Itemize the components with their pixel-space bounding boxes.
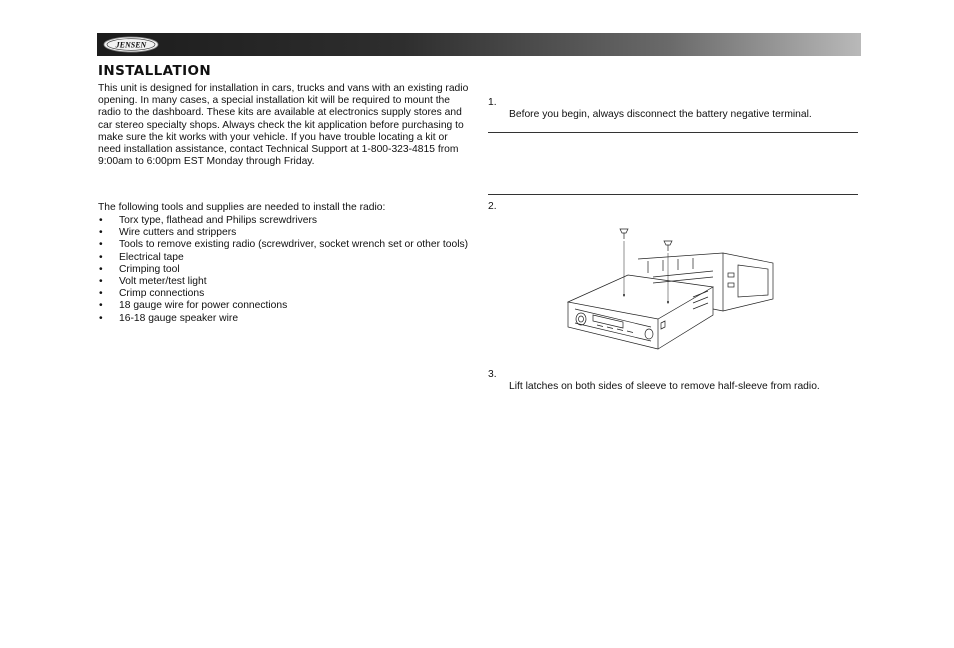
step-2-number: 2. (488, 201, 497, 212)
bullet-icon: • (99, 312, 103, 324)
list-item (98, 313, 470, 325)
list-item-text: Tools to remove existing radio (screwdriver, socket wrench set or other tools) (119, 239, 469, 251)
list-item (98, 215, 470, 227)
list-item-text: Crimping tool (119, 263, 180, 275)
page-title: INSTALLATION (98, 63, 212, 79)
bullet-icon: • (99, 251, 103, 263)
list-item-text: 18 gauge wire for power connections (119, 300, 288, 312)
bullet-icon: • (99, 239, 103, 251)
step-1-text: Before you begin, always disconnect the battery negative terminal. (509, 109, 812, 120)
list-item (98, 288, 470, 300)
list-item-text: 16-18 gauge speaker wire (119, 312, 239, 324)
bullet-icon: • (99, 288, 103, 300)
list-item-text: Wire cutters and strippers (119, 227, 237, 239)
tools-intro: The following tools and supplies are needed to install the radio: (98, 202, 386, 213)
list-item (98, 252, 470, 264)
radio-sleeve-illustration (553, 227, 778, 357)
brand-logo-text: JENSEN (115, 40, 147, 50)
header-bar (97, 33, 861, 56)
bullet-icon: • (99, 227, 103, 239)
step-1-number: 1. (488, 97, 497, 108)
intro-paragraph: This unit is designed for installation in cars, trucks and vans with an existing radio opening. In many cases, a special installation kit will be required to mount the radio to the dashboard. These kits are available at electronics supply stores and car stereo specialty shops. Always check the kit application before purchasing to make sure the kit works with your vehicle. If you have trouble locating a kit or need installation assistance, contact Technical Support at 1-800-323-4815 from 9:00am to 6:00pm EST Monday through Friday. (98, 83, 469, 168)
step-3-text: Lift latches on both sides of sleeve to remove half-sleeve from radio. (509, 381, 820, 392)
brand-logo (103, 36, 159, 53)
list-item-text: Torx type, flathead and Philips screwdrivers (119, 215, 318, 226)
list-item (98, 276, 470, 288)
divider (488, 194, 858, 195)
step-3-number: 3. (488, 369, 497, 380)
bullet-icon: • (99, 300, 103, 312)
list-item (98, 227, 470, 239)
list-item (98, 300, 470, 312)
list-item (98, 264, 470, 276)
list-item-text: Electrical tape (119, 251, 184, 263)
bullet-icon: • (99, 263, 103, 275)
tools-list (98, 215, 470, 325)
list-item-text: Volt meter/test light (119, 276, 207, 288)
list-item (98, 239, 470, 251)
list-item-text: Crimp connections (119, 288, 205, 300)
bullet-icon: • (99, 276, 103, 288)
bullet-icon: • (99, 215, 103, 226)
divider (488, 132, 858, 133)
